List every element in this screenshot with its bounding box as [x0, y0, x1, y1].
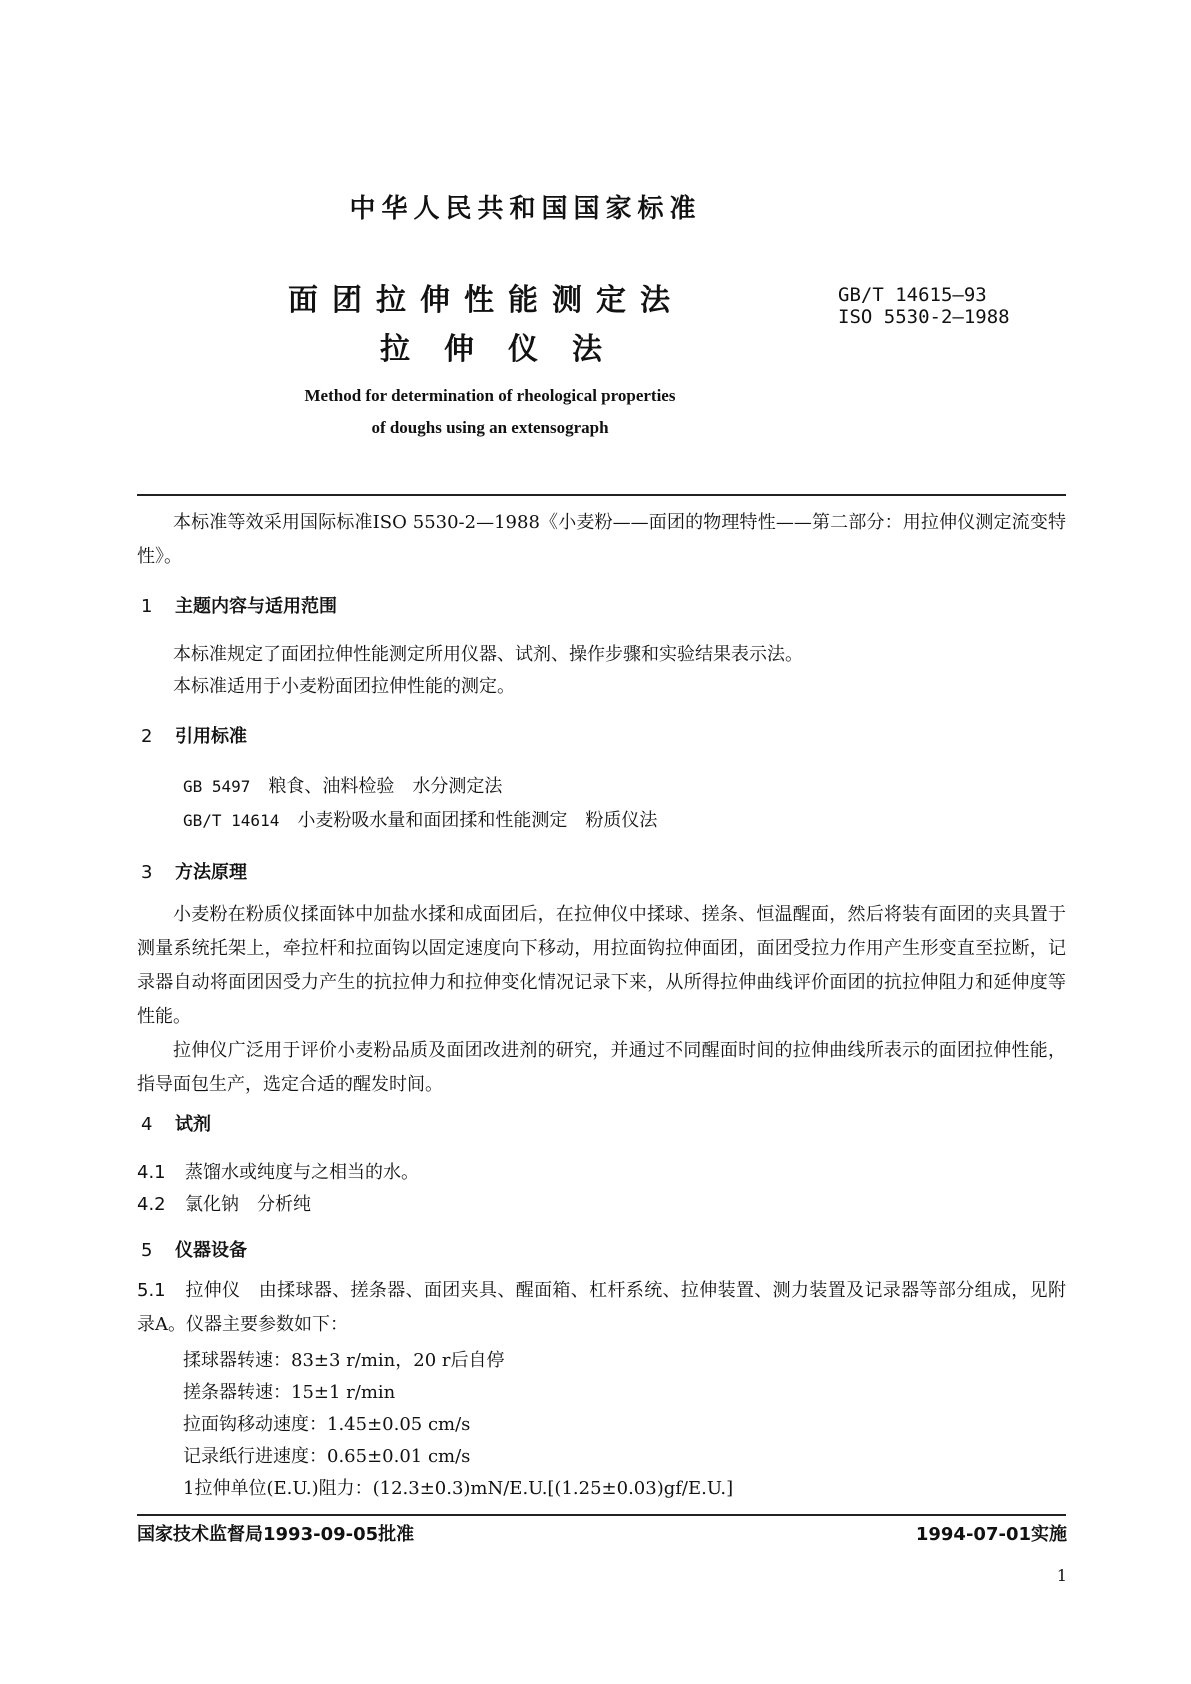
- reagent-item: [137, 1158, 419, 1184]
- section-3-heading: [141, 858, 247, 884]
- reference-item: [183, 806, 657, 832]
- document-title-line2: 拉伸仪法: [380, 332, 636, 367]
- section-1-paragraph-1: 本标准规定了面团拉伸性能测定所用仪器、试剂、操作步骤和实验结果表示法。: [173, 644, 803, 665]
- section-number: 5: [141, 1240, 153, 1261]
- equipment-item-5-1: [137, 1274, 1066, 1342]
- intro-paragraph: 本标准等效采用国际标准ISO 5530-2—1988《小麦粉——面团的物理特性——第二部分：用拉伸仪测定流变特性》。: [137, 512, 1066, 567]
- reference-text: 小麦粉吸水量和面团揉和性能测定 粉质仪法: [297, 810, 658, 831]
- section-number: 1: [141, 596, 153, 617]
- english-title-line2: of doughs using an extensograph: [371, 418, 609, 437]
- item-text: 拉伸仪 由揉球器、搓条器、面团夹具、醒面箱、杠杆系统、拉伸装置、测力装置及记录器等部分组成，见附录A。仪器主要参数如下：: [137, 1280, 1066, 1335]
- item-number: 4.1: [137, 1162, 166, 1183]
- section-1-paragraph-2: 本标准适用于小麦粉面团拉伸性能的测定。: [173, 676, 515, 697]
- national-standard-heading: 中华人民共和国国家标准: [349, 194, 702, 224]
- section-title: 仪器设备: [175, 1240, 247, 1261]
- section-3-paragraph-2: 拉伸仪广泛用于评价小麦粉品质及面团改进剂的研究，并通过不同醒面时间的拉伸曲线所表示的面团拉伸性能，指导面包生产，选定合适的醒发时间。: [137, 1040, 1066, 1095]
- section-number: 3: [141, 862, 153, 883]
- item-number: 4.2: [137, 1194, 166, 1215]
- parameter-line: 1拉伸单位(E.U.)阻力：(12.3±0.3)mN/E.U.[(1.25±0.03)gf/E.U.]: [183, 1478, 734, 1499]
- parameter-line: 记录纸行进速度：0.65±0.01 cm/s: [183, 1446, 471, 1467]
- bottom-divider: [137, 1514, 1066, 1516]
- gb-code: GB/T 14615—93: [838, 284, 987, 306]
- section-title: 主题内容与适用范围: [175, 596, 337, 617]
- iso-code: ISO 5530-2—1988: [838, 306, 1010, 328]
- reagent-item: [137, 1190, 311, 1216]
- section-4-heading: [141, 1110, 211, 1136]
- implementation-date: 1994-07-01实施: [915, 1524, 1067, 1545]
- top-divider: [137, 494, 1066, 496]
- reference-code: GB 5497: [183, 777, 251, 796]
- section-1-heading: [141, 592, 337, 618]
- item-text: 氯化钠 分析纯: [185, 1194, 311, 1215]
- section-title: 引用标准: [175, 726, 247, 747]
- item-text: 蒸馏水或纯度与之相当的水。: [185, 1162, 419, 1183]
- parameter-line: 搓条器转速：15±1 r/min: [183, 1382, 396, 1403]
- reference-code: GB/T 14614: [183, 811, 280, 830]
- section-number: 4: [141, 1114, 153, 1135]
- page-number: 1: [1056, 1566, 1067, 1585]
- section-3-paragraph-1: 小麦粉在粉质仪揉面钵中加盐水揉和成面团后，在拉伸仪中揉球、搓条、恒温醒面，然后将装有面团的夹具置于测量系统托架上，牵拉杆和拉面钩以固定速度向下移动，用拉面钩拉伸面团，面团受拉力作用产生形变直至拉断，记录器自动将面团因受力产生的抗拉伸力和拉伸变化情况记录下来，从所得拉伸曲线评价面团的抗拉伸阻力和延伸度等性能。: [137, 904, 1066, 1027]
- section-title: 试剂: [175, 1114, 211, 1135]
- section-title: 方法原理: [175, 862, 247, 883]
- english-title-line1: Method for determination of rheological properties: [304, 386, 676, 405]
- reference-item: [183, 772, 502, 798]
- approval-date: 国家技术监督局1993-09-05批准: [137, 1524, 415, 1545]
- section-5-heading: [141, 1236, 247, 1262]
- parameter-line: 拉面钩移动速度：1.45±0.05 cm/s: [183, 1414, 471, 1435]
- section-number: 2: [141, 726, 153, 747]
- standard-codes: [838, 284, 1010, 328]
- parameter-line: 揉球器转速：83±3 r/min，20 r后自停: [183, 1350, 505, 1371]
- item-number: 5.1: [137, 1280, 166, 1301]
- reference-text: 粮食、油料检验 水分测定法: [268, 776, 503, 797]
- section-2-heading: [141, 722, 247, 748]
- document-title-line1: 面团拉伸性能测定法: [288, 283, 684, 318]
